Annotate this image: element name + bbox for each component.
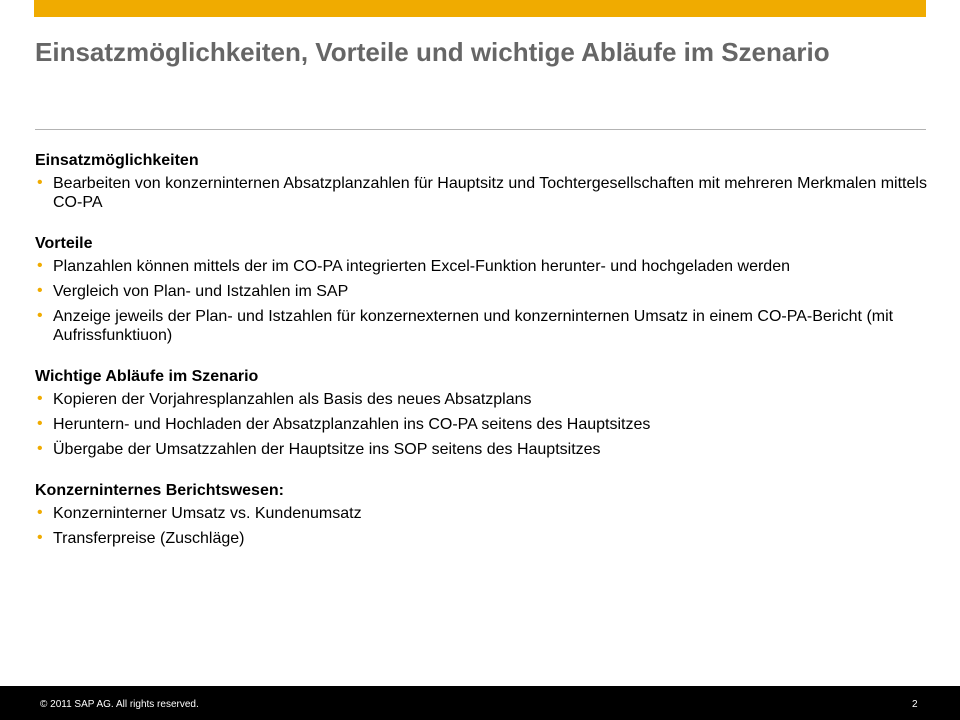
bullet-icon: • (37, 504, 43, 521)
copyright-text: © 2011 SAP AG. All rights reserved. (40, 699, 199, 710)
bullet-item (35, 440, 945, 459)
bullet-icon: • (37, 390, 43, 407)
bullet-icon: • (37, 174, 43, 191)
bullet-text: Heruntern- und Hochladen der Absatzplanzahlen ins CO-PA seitens des Hauptsitzes (53, 416, 651, 433)
bullet-item (35, 390, 945, 409)
bullet-icon: • (37, 415, 43, 432)
bullet-item (35, 307, 945, 345)
bullet-list (35, 174, 945, 212)
page-number: 2 (912, 699, 918, 710)
section-heading: Vorteile (35, 235, 93, 252)
bullet-list (35, 390, 945, 459)
bullet-item (35, 282, 945, 301)
bullet-icon: • (37, 282, 43, 299)
section-vorteile (35, 234, 945, 345)
bullet-text: Bearbeiten von konzerninternen Absatzplanzahlen für Hauptsitz und Tochtergesellschaften mit mehreren Merkmalen mittels CO-PA (53, 175, 927, 211)
slide-content (35, 151, 945, 570)
bullet-icon: • (37, 307, 43, 324)
section-einsatzmoeglichkeiten (35, 151, 945, 212)
bullet-text: Anzeige jeweils der Plan- und Istzahlen für konzernexternen und konzerninternen Umsatz in einem CO-PA-Bericht (mit Aufrissfunktiuon) (53, 308, 894, 344)
bullet-text: Kopieren der Vorjahresplanzahlen als Basis des neues Absatzplans (53, 391, 532, 408)
title-divider (35, 129, 926, 130)
bullet-list (35, 257, 945, 345)
bullet-icon: • (37, 440, 43, 457)
bullet-icon: • (37, 257, 43, 274)
section-berichtswesen (35, 481, 945, 548)
bullet-item (35, 529, 945, 548)
section-heading: Wichtige Abläufe im Szenario (35, 368, 259, 385)
section-heading: Einsatzmöglichkeiten (35, 152, 199, 169)
bullet-item (35, 504, 945, 523)
section-heading: Konzerninternes Berichtswesen: (35, 482, 284, 499)
footer-bar (0, 686, 960, 720)
bullet-item (35, 415, 945, 434)
section-wichtige-ablaeufe (35, 367, 945, 459)
bullet-text: Konzerninterner Umsatz vs. Kundenumsatz (53, 505, 362, 522)
bullet-icon: • (37, 529, 43, 546)
bullet-item (35, 174, 945, 212)
bullet-list (35, 504, 945, 548)
slide-title: Einsatzmöglichkeiten, Vorteile und wichtige Abläufe im Szenario (35, 37, 830, 67)
bullet-item (35, 257, 945, 276)
bullet-text: Planzahlen können mittels der im CO-PA integrierten Excel-Funktion herunter- und hochgeladen werden (53, 258, 790, 275)
bullet-text: Vergleich von Plan- und Istzahlen im SAP (53, 283, 349, 300)
bullet-text: Übergabe der Umsatzzahlen der Hauptsitze ins SOP seitens des Hauptsitzes (53, 441, 601, 458)
bullet-text: Transferpreise (Zuschläge) (53, 530, 245, 547)
top-accent-bar (34, 0, 926, 17)
